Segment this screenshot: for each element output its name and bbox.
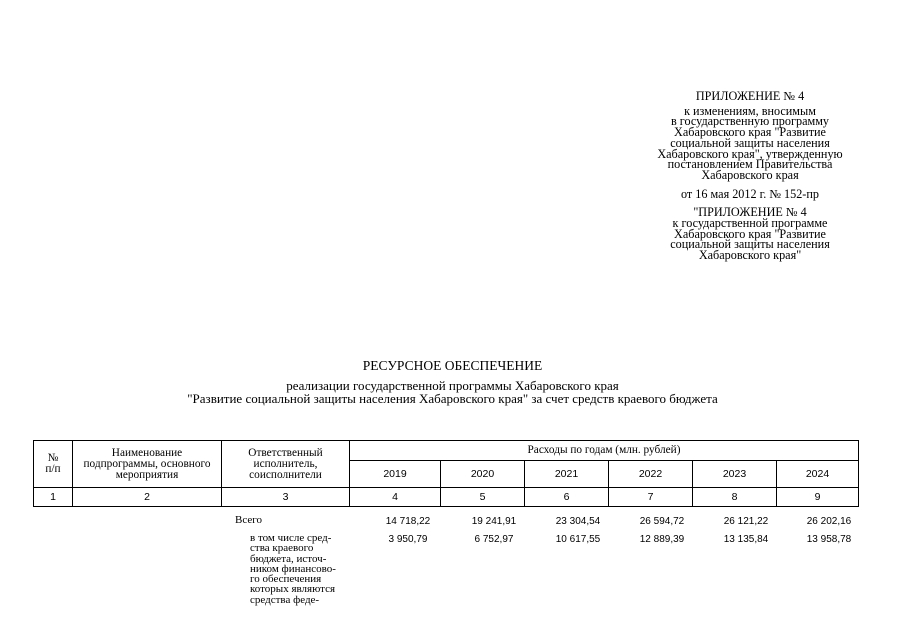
appendix-block: [610, 91, 890, 261]
value-cell: 6 752,97: [474, 534, 514, 545]
subtitle-line-2: "Развитие социальной защиты населения Хабаровского края" за счет средств краевого бюджета: [187, 391, 718, 406]
appendix-line: Хабаровского края: [701, 167, 799, 182]
index-cell: 2: [73, 488, 222, 507]
value-cell: 26 121,22: [723, 516, 769, 527]
value-cell: 14 718,22: [385, 516, 431, 527]
value-cell: 26 594,72: [639, 516, 685, 527]
value-cell: 12 889,39: [639, 534, 685, 545]
appendix-line: Хабаровского края", утвержденную: [657, 146, 843, 161]
quoted-line: социальной защиты населения: [670, 237, 830, 252]
index-cell: 5: [441, 488, 525, 507]
appendix-line: к изменениям, вносимым: [684, 103, 816, 118]
appendix-heading: ПРИЛОЖЕНИЕ № 4: [695, 89, 805, 103]
header-year: 2021: [525, 461, 609, 488]
index-cell: 4: [350, 488, 441, 507]
index-cell: 1: [34, 488, 73, 507]
quoted-line: Хабаровского края": [698, 248, 802, 263]
row-label: Всего: [235, 514, 262, 526]
document-subtitle: [0, 379, 905, 405]
value-cell: 23 304,54: [555, 516, 601, 527]
quoted-line: к государственной программе: [672, 216, 828, 231]
value-cell: 26 202,16: [806, 516, 852, 527]
row-label: в том числе сред- ства краевого бюджета, источ- ником финансово- го обеспечения которых являются средства феде-: [250, 532, 336, 606]
document-title: РЕСУРСНОЕ ОБЕСПЕЧЕНИЕ: [362, 358, 543, 373]
header-year: 2024: [777, 461, 859, 488]
header-year: 2022: [609, 461, 693, 488]
index-cell: 3: [222, 488, 350, 507]
index-cell: 7: [609, 488, 693, 507]
subtitle-line-1: реализации государственной программы Хабаровского края: [286, 378, 619, 393]
value-cell: 10 617,55: [555, 534, 601, 545]
appendix-line: Хабаровского края "Развитие: [674, 125, 826, 140]
appendix-line: социальной защиты населения: [670, 135, 830, 150]
header-name: Наименование подпрограммы, основного мероприятия: [73, 441, 222, 488]
quoted-line: Хабаровского края "Развитие: [674, 226, 826, 241]
index-cell: 8: [693, 488, 777, 507]
value-cell: 13 135,84: [723, 534, 769, 545]
header-number: № п/п: [34, 441, 73, 488]
header-year: 2019: [350, 461, 441, 488]
appendix-line: в государственную программу: [670, 114, 830, 129]
header-responsible: Ответственный исполнитель, соисполнители: [222, 441, 350, 488]
quoted-line: "ПРИЛОЖЕНИЕ № 4: [693, 205, 807, 220]
resource-table: [33, 440, 859, 507]
header-expenses: Расходы по годам (млн. рублей): [350, 441, 859, 461]
index-cell: 6: [525, 488, 609, 507]
appendix-line: постановлением Правительства: [667, 157, 833, 172]
value-cell: 13 958,78: [806, 534, 852, 545]
header-year: 2023: [693, 461, 777, 488]
value-cell: 19 241,91: [471, 516, 517, 527]
appendix-date: от 16 мая 2012 г. № 152-пр: [680, 186, 819, 201]
value-cell: 3 950,79: [388, 534, 428, 545]
index-cell: 9: [777, 488, 859, 507]
header-year: 2020: [441, 461, 525, 488]
